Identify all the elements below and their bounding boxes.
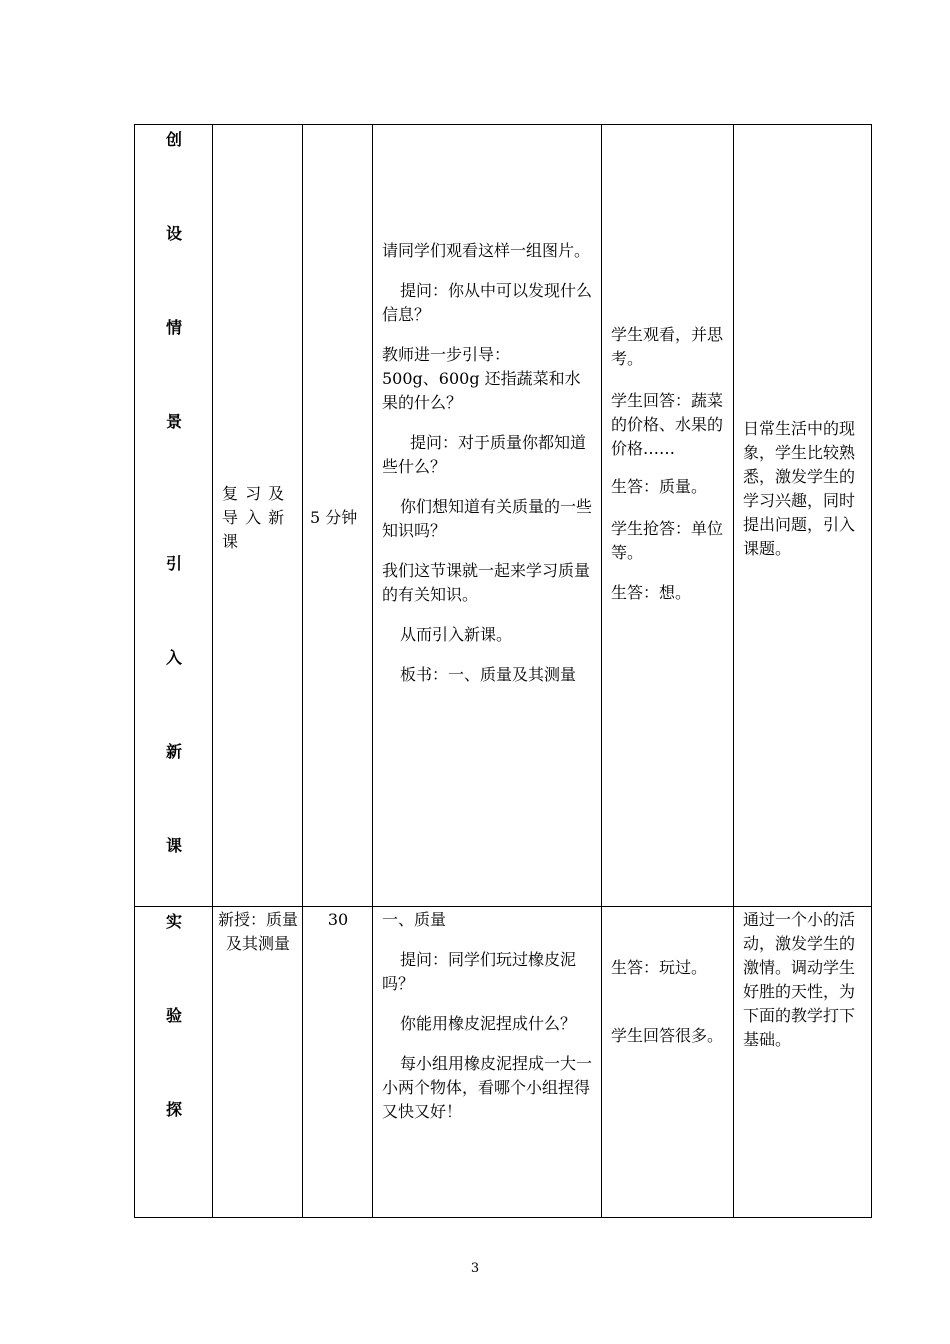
section-cell: 复 习 及 导 入 新 课 [222, 484, 286, 551]
teacher-line: 从而引入新课。 [400, 625, 513, 644]
student-activity-cell [611, 956, 729, 1048]
stage-label-intro [135, 125, 213, 906]
teacher-line: 请同学们观看这样一组图片。 [382, 241, 591, 260]
teacher-line: 你能用橡皮泥捏成什么？ [400, 1014, 577, 1033]
column-divider [733, 125, 734, 1217]
stage-char: 新 [165, 742, 182, 761]
teacher-line: 提问：同学们玩过橡皮泥吗？ [382, 950, 577, 993]
time-cell: 30 [327, 910, 349, 929]
teacher-line: 一、质量 [382, 910, 447, 929]
student-line: 生答：质量。 [611, 477, 708, 496]
stage-char: 课 [165, 836, 182, 855]
student-activity-cell [611, 323, 729, 605]
teacher-line: 我们这节课就一起来学习质量的有关知识。 [382, 561, 591, 604]
stage-char: 创 [165, 130, 182, 149]
stage-label-experiment [135, 907, 213, 1217]
row-divider [135, 906, 871, 907]
teacher-activity-cell [382, 908, 596, 1124]
teacher-activity-cell [382, 239, 596, 687]
stage-char: 设 [165, 224, 182, 243]
student-line: 生答：玩过。 [611, 958, 708, 977]
column-divider [372, 125, 373, 1217]
stage-char: 引 [165, 554, 182, 573]
design-purpose-cell: 通过一个小的活动，激发学生的激情。调动学生好胜的天性，为下面的教学打下基础。 [743, 910, 856, 1049]
page-number: 3 [470, 1261, 480, 1276]
stage-char: 入 [165, 648, 182, 667]
teacher-line: 每小组用橡皮泥捏成一大一小两个物体，看哪个小组捏得又快又好！ [382, 1054, 593, 1121]
student-line: 学生抢答：单位等。 [611, 519, 724, 562]
teacher-line: 提问：对于质量你都知道些什么？ [382, 433, 587, 476]
teacher-line: 教师进一步引导： [382, 345, 511, 364]
teacher-line: 提问：你从中可以发现什么信息？ [382, 281, 593, 324]
teacher-line: 你们想知道有关质量的一些知识吗？ [382, 497, 593, 540]
student-line: 学生观看，并思考。 [611, 325, 724, 368]
stage-char: 情 [165, 318, 182, 337]
time-cell: 5 分钟 [310, 508, 358, 527]
column-divider [302, 125, 303, 1217]
design-purpose-cell: 日常生活中的现象，学生比较熟悉，激发学生的学习兴趣，同时提出问题，引入课题。 [743, 419, 856, 558]
stage-char: 探 [165, 1100, 182, 1119]
stage-char: 景 [165, 412, 182, 431]
student-line: 生答：想。 [611, 583, 692, 602]
teacher-line: 板书：一、质量及其测量 [400, 665, 577, 684]
student-line: 学生回答：蔬菜的价格、水果的价格…… [611, 391, 724, 458]
student-line: 学生回答很多。 [611, 1026, 724, 1045]
teacher-line: 500g、600g 还指蔬菜和水果的什么？ [382, 369, 581, 412]
stage-char: 验 [165, 1006, 182, 1025]
stage-char: 实 [165, 912, 182, 931]
section-cell: 新授：质量及其测量 [218, 910, 299, 953]
lesson-plan-table [134, 124, 872, 1218]
column-divider [601, 125, 602, 1217]
